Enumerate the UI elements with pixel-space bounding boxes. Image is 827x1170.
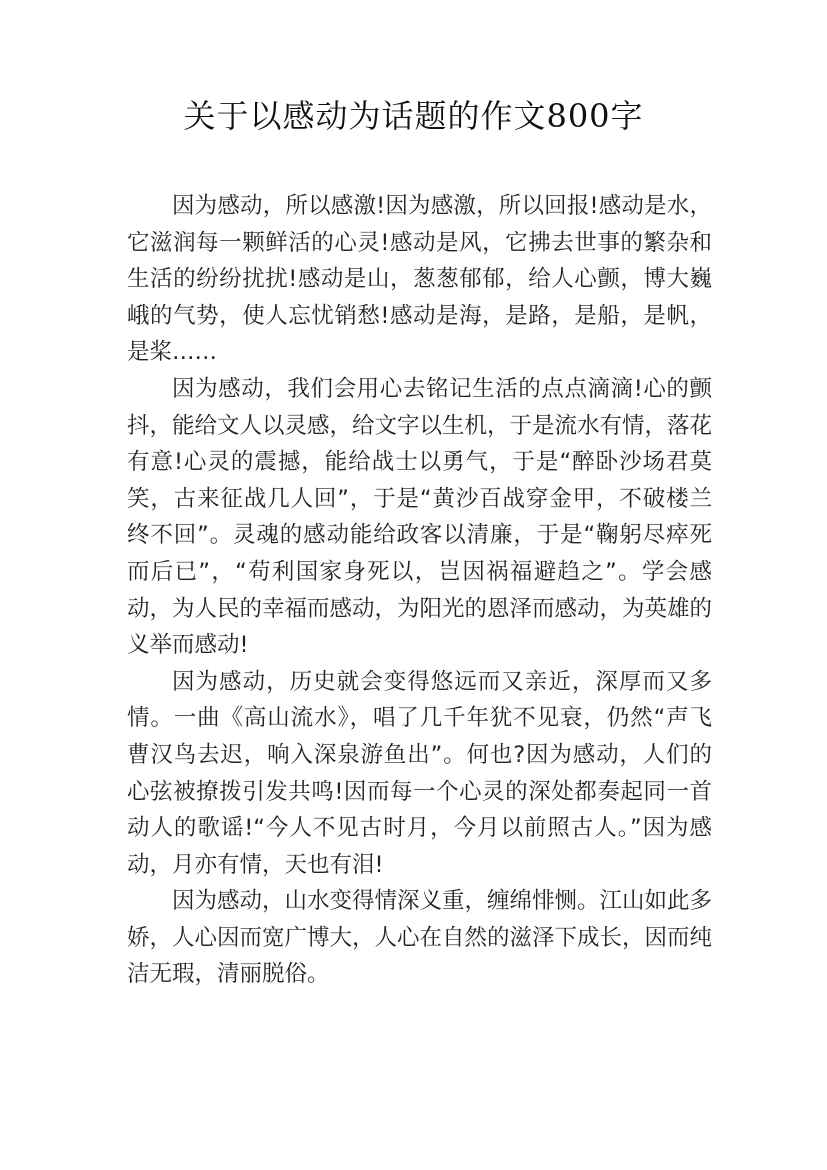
paragraph-4: 因为感动，山水变得情深义重，缠绵悱恻。江山如此多娇，人心因而宽广博大，人心在自然的滋泽下成长，因而纯洁无瑕，清丽脱俗。 bbox=[127, 888, 713, 988]
paragraph-1: 因为感动，所以感激!因为感激，所以回报!感动是水，它滋润每一颗鲜活的心灵!感动是风，它拂去世事的繁杂和生活的纷纷扰扰!感动是山，葱葱郁郁，给人心颤，博大巍峨的气势，使人忘忧销愁!感动是海，是路，是船，是帆，是桨…… bbox=[127, 193, 712, 366]
paragraph-2: 因为感动，我们会用心去铭记生活的点点滴滴!心的颤抖，能给文人以灵感，给文字以生机，于是流水有情，落花有意!心灵的震撼，能给战士以勇气，于是“醉卧沙场君莫笑，古来征战几人回”，于是“黄沙百战穿金甲，不破楼兰终不回”。灵魂的感动能给政客以清廉，于是“鞠躬尽瘁死而后已”，“苟利国家身死以，岂因祸福避趋之”。学会感动，为人民的幸福而感动，为阳光的恩泽而感动，为英雄的义举而感动! bbox=[127, 375, 713, 659]
paragraph-3: 因为感动，历史就会变得悠远而又亲近，深厚而又多情。一曲《高山流水》，唱了几千年犹不见衰，仍然“声飞曹汉鸟去迟，响入深泉游鱼出”。何也?因为感动，人们的心弦被撩拨引发共鸣!因而每一个心灵的深处都奏起同一首动人的歌谣!“今人不见古时月，今月以前照古人。”因为感动，月亦有情，天也有泪! bbox=[127, 668, 712, 878]
document-body bbox=[127, 188, 712, 993]
document-title: 关于以感动为话题的作文800字 bbox=[183, 97, 644, 135]
